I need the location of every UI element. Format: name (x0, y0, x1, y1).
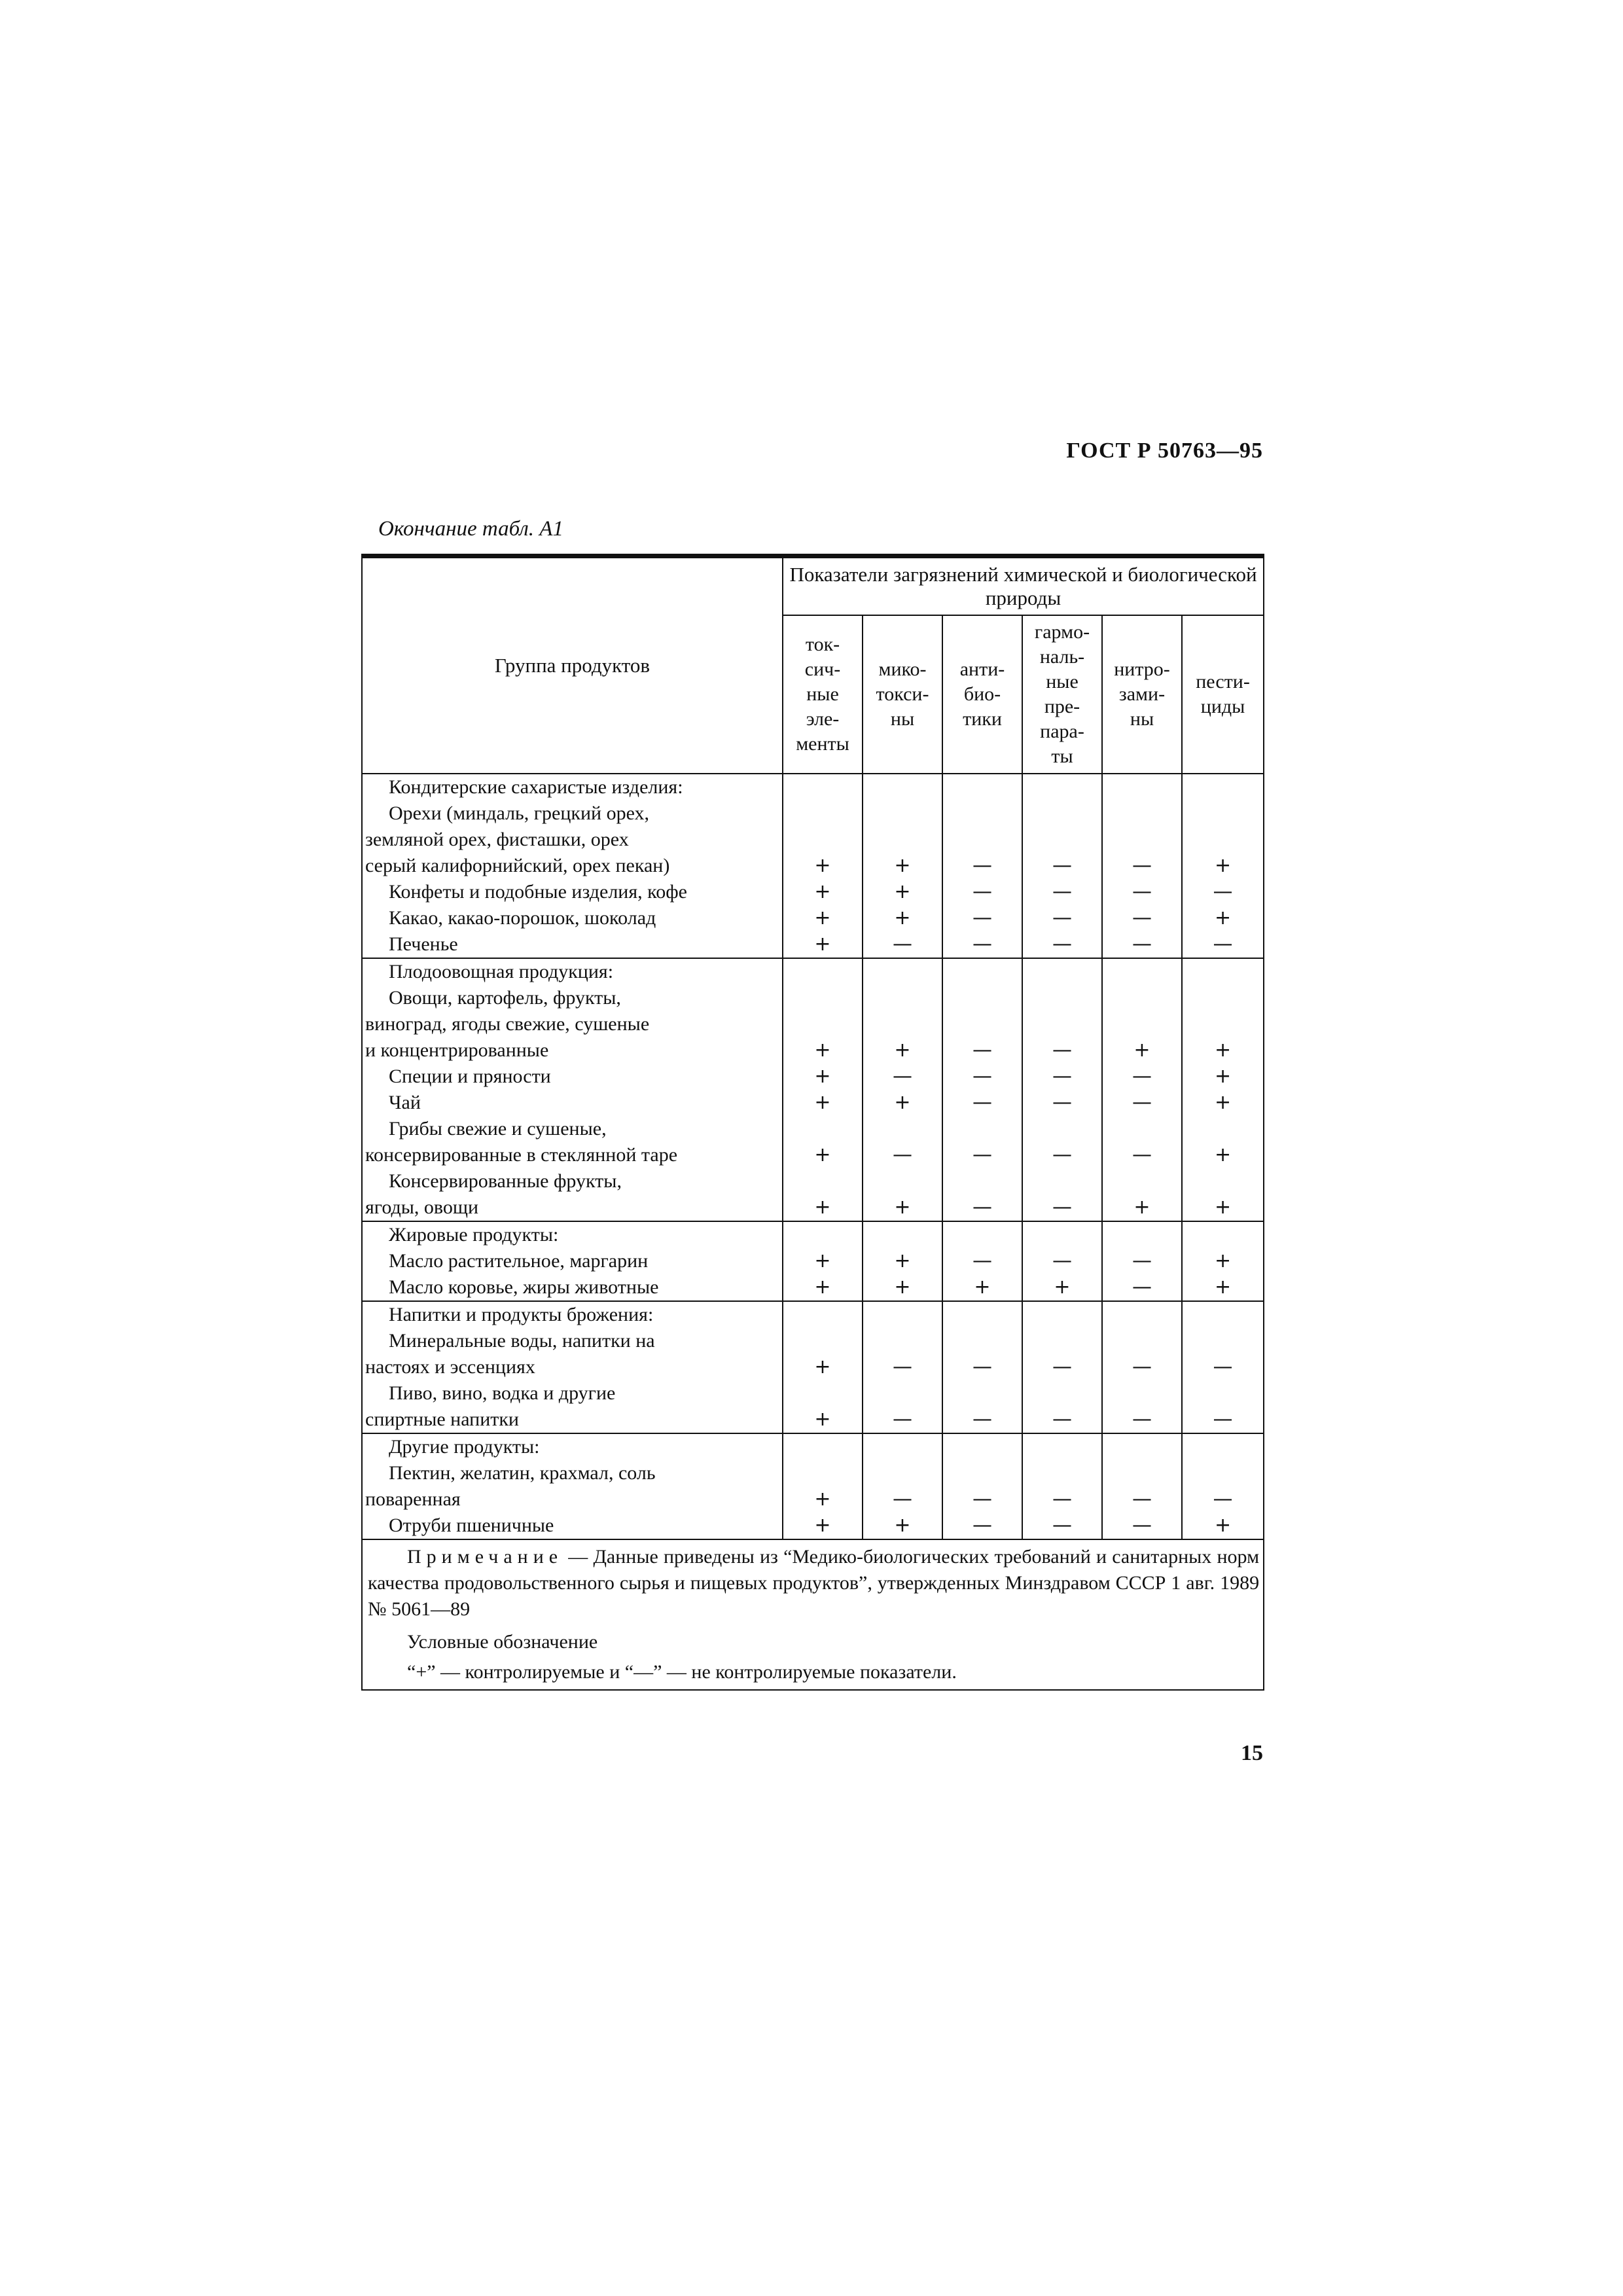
product-name (362, 1168, 783, 1221)
product-name-line: серый калифорнийский, орех пекан) (365, 855, 670, 876)
table-caption: Окончание табл. А1 (378, 517, 563, 541)
indicator-mark: + (783, 1168, 863, 1221)
empty-cell (863, 774, 942, 800)
indicator-mark: + (1182, 1513, 1264, 1539)
indicator-mark: — (942, 905, 1022, 931)
empty-cell (1022, 1301, 1102, 1328)
indicator-mark: + (942, 1274, 1022, 1301)
product-name-line: и концентрированные (365, 1039, 549, 1061)
indicator-mark: — (1102, 1090, 1182, 1116)
indicator-mark: + (863, 905, 942, 931)
product-group (362, 774, 1264, 958)
empty-cell (1182, 774, 1264, 800)
product-name-line: Минеральные воды, напитки на (389, 1330, 655, 1352)
indicator-mark: — (1022, 1460, 1102, 1513)
product-name-line: Масло коровье, жиры животные (389, 1276, 659, 1298)
page-number: 15 (1241, 1741, 1263, 1765)
indicator-mark: — (1102, 1274, 1182, 1301)
indicator-mark: + (783, 1116, 863, 1168)
table-row (362, 1328, 1264, 1380)
table-row (362, 905, 1264, 931)
empty-cell (942, 1433, 1022, 1460)
indicator-column-header: ток- сич- ные эле- менты (783, 615, 863, 774)
indicator-mark: — (1022, 931, 1102, 958)
indicator-mark: — (1022, 1090, 1102, 1116)
empty-cell (1182, 958, 1264, 985)
indicator-mark: + (783, 800, 863, 879)
product-name-line: Грибы свежие и сушеные, (389, 1118, 607, 1139)
empty-cell (1022, 774, 1102, 800)
empty-cell (783, 1433, 863, 1460)
indicator-mark: + (1182, 1090, 1264, 1116)
table-row (362, 1116, 1264, 1168)
group-title: Плодоовощная продукция: (362, 958, 783, 985)
indicator-mark: — (942, 879, 1022, 905)
group-title: Напитки и продукты брожения: (362, 1301, 783, 1328)
table-row (362, 985, 1264, 1064)
product-name-line: Отруби пшеничные (389, 1515, 554, 1536)
product-name-line: Печенье (389, 933, 458, 955)
indicator-mark: — (942, 1064, 1022, 1090)
indicator-mark: — (1022, 1248, 1102, 1274)
empty-cell (1102, 1221, 1182, 1248)
indicator-mark: + (783, 1090, 863, 1116)
indicator-column-header: анти- био- тики (942, 615, 1022, 774)
empty-cell (1102, 1301, 1182, 1328)
group-column-header: Группа продуктов (362, 556, 783, 774)
indicator-mark: — (1102, 931, 1182, 958)
indicator-column-header: пести- циды (1182, 615, 1264, 774)
group-title: Жировые продукты: (362, 1221, 783, 1248)
indicator-mark: + (863, 985, 942, 1064)
indicator-mark: — (1022, 1168, 1102, 1221)
indicator-mark: + (1182, 985, 1264, 1064)
empty-cell (783, 1221, 863, 1248)
product-name (362, 1380, 783, 1433)
empty-cell (1022, 1221, 1102, 1248)
product-name (362, 1274, 783, 1301)
indicator-mark: — (1102, 879, 1182, 905)
empty-cell (1182, 1301, 1264, 1328)
indicator-mark: — (942, 1460, 1022, 1513)
empty-cell (783, 958, 863, 985)
indicator-mark: + (783, 1513, 863, 1539)
product-name-line: консервированные в стеклянной таре (365, 1144, 678, 1166)
indicator-mark: + (1102, 985, 1182, 1064)
indicator-mark: — (1102, 1248, 1182, 1274)
indicator-mark: — (1022, 1116, 1102, 1168)
empty-cell (1102, 774, 1182, 800)
product-name-line: ягоды, овощи (365, 1196, 479, 1218)
indicator-mark: + (863, 1274, 942, 1301)
table-row (362, 1274, 1264, 1301)
indicator-mark: — (1182, 879, 1264, 905)
indicator-mark: + (783, 931, 863, 958)
product-name (362, 1460, 783, 1513)
table-row (362, 1248, 1264, 1274)
empty-cell (863, 1221, 942, 1248)
empty-cell (783, 1301, 863, 1328)
empty-cell (1022, 1433, 1102, 1460)
empty-cell (1182, 1433, 1264, 1460)
product-name (362, 1116, 783, 1168)
indicator-mark: + (783, 905, 863, 931)
product-name (362, 905, 783, 931)
indicator-mark: — (1022, 1380, 1102, 1433)
indicator-mark: — (863, 1380, 942, 1433)
product-name-line: Пектин, желатин, крахмал, соль (389, 1462, 656, 1484)
empty-cell (863, 958, 942, 985)
indicator-mark: — (1102, 1513, 1182, 1539)
indicator-mark: + (783, 1064, 863, 1090)
indicator-column-header: мико- токси- ны (863, 615, 942, 774)
contaminants-table-container (361, 554, 1263, 1691)
product-name-line: Какао, какао-порошок, шоколад (389, 907, 656, 929)
indicator-mark: + (863, 1248, 942, 1274)
empty-cell (863, 1433, 942, 1460)
indicator-mark: + (863, 1168, 942, 1221)
product-name (362, 1248, 783, 1274)
indicator-mark: + (1182, 1116, 1264, 1168)
table-row (362, 800, 1264, 879)
indicator-mark: — (1102, 905, 1182, 931)
indicator-mark: — (942, 985, 1022, 1064)
indicator-mark: — (942, 931, 1022, 958)
indicator-mark: — (942, 1090, 1022, 1116)
indicator-mark: — (1182, 1328, 1264, 1380)
empty-cell (1182, 1221, 1264, 1248)
product-name-line: Специи и пряности (389, 1066, 551, 1087)
indicator-mark: — (1022, 905, 1102, 931)
indicator-mark: — (1102, 1380, 1182, 1433)
indicator-mark: + (863, 879, 942, 905)
indicator-mark: — (1102, 1460, 1182, 1513)
indicator-mark: — (863, 1328, 942, 1380)
indicator-mark: + (783, 879, 863, 905)
indicator-column-header: гармо- наль- ные пре- пара- ты (1022, 615, 1102, 774)
indicator-mark: — (863, 1064, 942, 1090)
product-name (362, 931, 783, 958)
indicator-mark: — (942, 1513, 1022, 1539)
product-name-line: поваренная (365, 1488, 461, 1510)
empty-cell (942, 958, 1022, 985)
group-title: Кондитерские сахаристые изделия: (362, 774, 783, 800)
table-row (362, 879, 1264, 905)
product-name-line: настоях и эссенциях (365, 1356, 535, 1378)
product-name-line: Масло растительное, маргарин (389, 1250, 649, 1272)
product-name-line: спиртные напитки (365, 1408, 519, 1430)
table-row (362, 1064, 1264, 1090)
indicator-mark: — (1022, 1513, 1102, 1539)
indicator-mark: — (1022, 800, 1102, 879)
indicator-mark: — (1182, 1460, 1264, 1513)
indicator-mark: — (942, 1328, 1022, 1380)
table-row (362, 931, 1264, 958)
indicator-mark: — (942, 1168, 1022, 1221)
product-group (362, 1221, 1264, 1301)
product-name (362, 1513, 783, 1539)
indicators-header: Показатели загрязнений химической и биологической природы (783, 556, 1264, 616)
indicator-mark: + (783, 1328, 863, 1380)
product-name-line: Чай (389, 1092, 421, 1113)
indicator-mark: — (1102, 1064, 1182, 1090)
legend-text: “+” — контролируемые и “—” — не контролируемые показатели. (407, 1661, 957, 1683)
product-name (362, 1064, 783, 1090)
indicator-mark: — (1102, 1328, 1182, 1380)
indicator-mark: + (1182, 1064, 1264, 1090)
empty-cell (1102, 958, 1182, 985)
indicator-mark: + (1182, 905, 1264, 931)
standard-code: ГОСТ Р 50763—95 (1066, 439, 1263, 463)
indicator-mark: + (1182, 1248, 1264, 1274)
product-name (362, 1090, 783, 1116)
product-name-line: Овощи, картофель, фрукты, (389, 987, 621, 1009)
indicator-mark: — (1182, 931, 1264, 958)
empty-cell (942, 1221, 1022, 1248)
empty-cell (1022, 958, 1102, 985)
table-note (362, 1539, 1264, 1690)
indicator-mark: + (783, 985, 863, 1064)
indicator-mark: — (863, 1460, 942, 1513)
indicator-mark: — (1022, 985, 1102, 1064)
indicator-mark: — (863, 931, 942, 958)
indicator-mark: — (942, 1248, 1022, 1274)
indicator-mark: + (863, 1513, 942, 1539)
indicator-mark: + (783, 1274, 863, 1301)
empty-cell (942, 774, 1022, 800)
product-name-line: земляной орех, фисташки, орех (365, 829, 629, 850)
product-name-line: Орехи (миндаль, грецкий орех, (389, 802, 649, 824)
product-name (362, 879, 783, 905)
indicator-mark: — (942, 1380, 1022, 1433)
indicator-mark: + (1022, 1274, 1102, 1301)
product-group (362, 1301, 1264, 1433)
table-row (362, 1380, 1264, 1433)
note-text: — Данные приведены из “Медико-биологических требований и санитарных норм качества продовольственного сырья и пищевых продуктов”, утвержденных Минздравом СССР 1 авг. 1989 № 5061—89 (368, 1546, 1260, 1620)
indicator-mark: — (1102, 800, 1182, 879)
product-name-line: виноград, ягоды свежие, сушеные (365, 1013, 650, 1035)
table-row (362, 1513, 1264, 1539)
indicator-mark: + (1182, 1168, 1264, 1221)
indicator-mark: — (1102, 1116, 1182, 1168)
indicator-mark: + (1102, 1168, 1182, 1221)
indicator-mark: + (783, 1248, 863, 1274)
empty-cell (1102, 1433, 1182, 1460)
indicator-mark: + (783, 1380, 863, 1433)
indicator-mark: + (783, 1460, 863, 1513)
indicator-mark: + (1182, 800, 1264, 879)
indicator-mark: — (863, 1116, 942, 1168)
contaminants-table (361, 554, 1264, 1691)
product-group (362, 958, 1264, 1221)
table-row (362, 1090, 1264, 1116)
table-row (362, 1168, 1264, 1221)
product-name (362, 985, 783, 1064)
indicator-mark: — (1022, 879, 1102, 905)
indicator-mark: — (1182, 1380, 1264, 1433)
note-heading: Примечание (407, 1546, 563, 1568)
legend-title: Условные обозначение (407, 1631, 598, 1653)
product-group (362, 1433, 1264, 1539)
indicator-mark: — (942, 800, 1022, 879)
indicator-mark: — (1022, 1064, 1102, 1090)
indicator-mark: — (942, 1116, 1022, 1168)
indicator-mark: + (863, 1090, 942, 1116)
product-name-line: Конфеты и подобные изделия, кофе (389, 881, 687, 903)
indicator-column-header: нитро- зами- ны (1102, 615, 1182, 774)
group-title: Другие продукты: (362, 1433, 783, 1460)
product-name (362, 800, 783, 879)
product-name (362, 1328, 783, 1380)
empty-cell (942, 1301, 1022, 1328)
product-name-line: Пиво, вино, водка и другие (389, 1382, 616, 1404)
indicator-mark: + (863, 800, 942, 879)
table-row (362, 1460, 1264, 1513)
indicator-mark: — (1022, 1328, 1102, 1380)
empty-cell (783, 774, 863, 800)
product-name-line: Консервированные фрукты, (389, 1170, 622, 1192)
indicator-mark: + (1182, 1274, 1264, 1301)
empty-cell (863, 1301, 942, 1328)
